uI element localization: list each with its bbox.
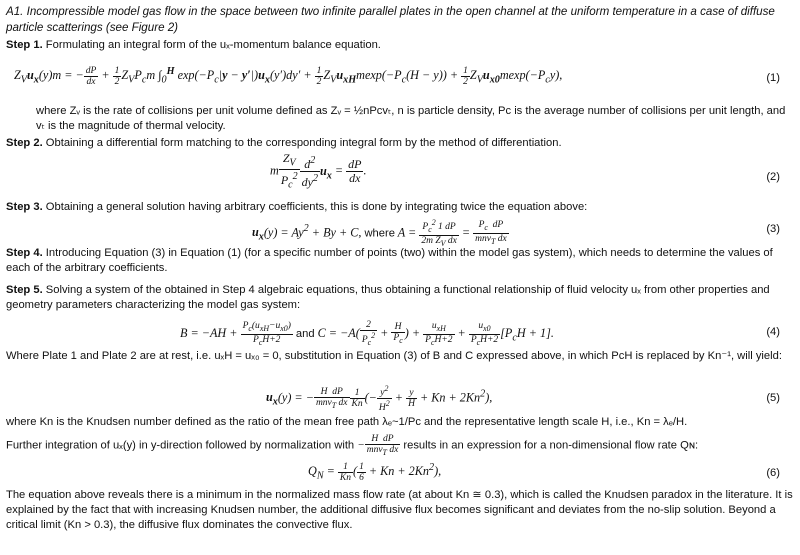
further-text-b: results in an expression for a non-dimensional flow rate Qɴ: [403,439,699,452]
equation-4-number: (4) [766,326,780,338]
equation-6: $Q_N$ = $\frac{1}{Kn}$ ( $\frac{1}{6}$ + $Kn + 2Kn^2$), [308,461,442,483]
step1-text: Formulating an integral form of the uₓ-momentum balance equation. [45,39,381,51]
step5-text: Solving a system of the obtained in Step 4 algebraic equations, thus obtaining a functional relationship of fluid velocity uₓ from other properties and geometry parameters characterizing the model gas system: [6,284,770,311]
step4-label: Step 4. [6,247,43,259]
step2-label: Step 2. [6,137,43,149]
step5-paragraph [6,283,794,313]
where-paragraph: Where Plate 1 and Plate 2 are at rest, i.e. uₓH = uₓ₀ = 0, substitution in Equation (3) of B and C expressed above, in which PᴄH is replaced by Kn⁻¹, will yield: [6,350,782,362]
step4-paragraph [6,246,794,276]
step2-paragraph [6,136,794,151]
step1-paragraph [6,38,794,53]
equation-1: $Z_Vu_x(y)m$ = − $\frac{dP}{dx}$ + $\frac{1}{2}$ $Z_VP_cm$ $\int_0^H$ $\exp(-P_c|y - y'|)u_x(y')dy'$ + $\frac{1}{2}$ $Z_Vu_{xH}mexp(-P_c(H - y))$ + $\frac{1}{2}$ $Z_Vu_{x0}mexp(-P_cy)$, [14,65,563,87]
equation-1-number: (1) [766,72,780,84]
equation-2: m $\frac{Z_V}{P_c^2}$ $\frac{d^2}{dy^2}$ $u_x$ = $\frac{dP}{dx}$ . [270,151,367,191]
equation-4: B = −AH + $\frac{P_c(u_{xH}-u_{x0})}{P_cH+2}$ and C = −A( $\frac{2}{P_c^2}$ + $\frac{H}{P_c}$ ) + $\frac{u_{xH}}{P_cH+2}$ + $\frac{u_{x0}}{P_cH+2}$ $[P_cH + 1]$. [180,320,554,348]
step3-text: Obtaining a general solution having arbitrary coefficients, this is done by integrating twice the equation above: [45,201,588,213]
section-title: A1. Incompressible model gas flow in the space between two infinite parallel plates in the open channel at the uniform temperature in a case of diffuse particle scatterings (see Figure 2) [6,5,775,34]
equation-3-number: (3) [766,223,780,235]
step1-explanation: where Zᵥ is the rate of collisions per unit volume defined as Zᵥ = ½nPᴄvₜ, n is particle density, Pᴄ is the average number of collisions per unit length, and vₜ is the magnitude of thermal velocity. [36,105,786,132]
further-paragraph [6,434,794,458]
step5-label: Step 5. [6,284,43,296]
conclusion-paragraph: The equation above reveals there is a minimum in the normalized mass flow rate (at about Kn ≅ 0.3), which is called the Knudsen paradox in the literature. It is explained by the fact that with increasing Knudsen number, the additional diffusive flux becomes significant and deviates from the no-slip solution. Beyond a critical limit (Kn > 0.3), the diffusive flux dominates the convective flux. [6,489,793,531]
normalization-factor: − $\frac{\text{H dP}}{mnv_T dx}$ [357,434,399,457]
step4-text: Introducing Equation (3) in Equation (1) (for a specific number of points (two) within the model gas system), which needs to determine the values of each of the arbitrary coefficients. [6,247,773,274]
step3-paragraph [6,200,794,215]
step1-label: Step 1. [6,39,43,51]
equation-5-number: (5) [766,392,780,404]
step3-label: Step 3. [6,201,43,213]
equation-6-number: (6) [766,467,780,479]
equation-5: $u_x(y)$ = − $\frac{\text{H dP}}{mnv_T dx}$ $\frac{1}{Kn}$ (− $\frac{y^2}{H^2}$ + $\frac{y}{H}$ + $Kn + 2Kn^2$), [266,384,493,414]
knudsen-paragraph: where Kn is the Knudsen number defined as the ratio of the mean free path λₑ~1/Pᴄ and the representative length scale H, i.e., Kn = λₑ/H. [6,416,688,428]
step2-text: Obtaining a differential form matching to the corresponding integral form by the method of differentiation. [45,137,562,149]
equation-3: $u_x(y) = Ay^2 + By + C$, where A = $\frac{P_c^2 1 dP}{2m Z_V dx}$ = $\frac{P_c dP}{mnv_T dx}$ [252,218,507,248]
equation-2-number: (2) [766,171,780,183]
further-text-a: Further integration of uₓ(y) in y-direction followed by normalization with [6,439,355,452]
